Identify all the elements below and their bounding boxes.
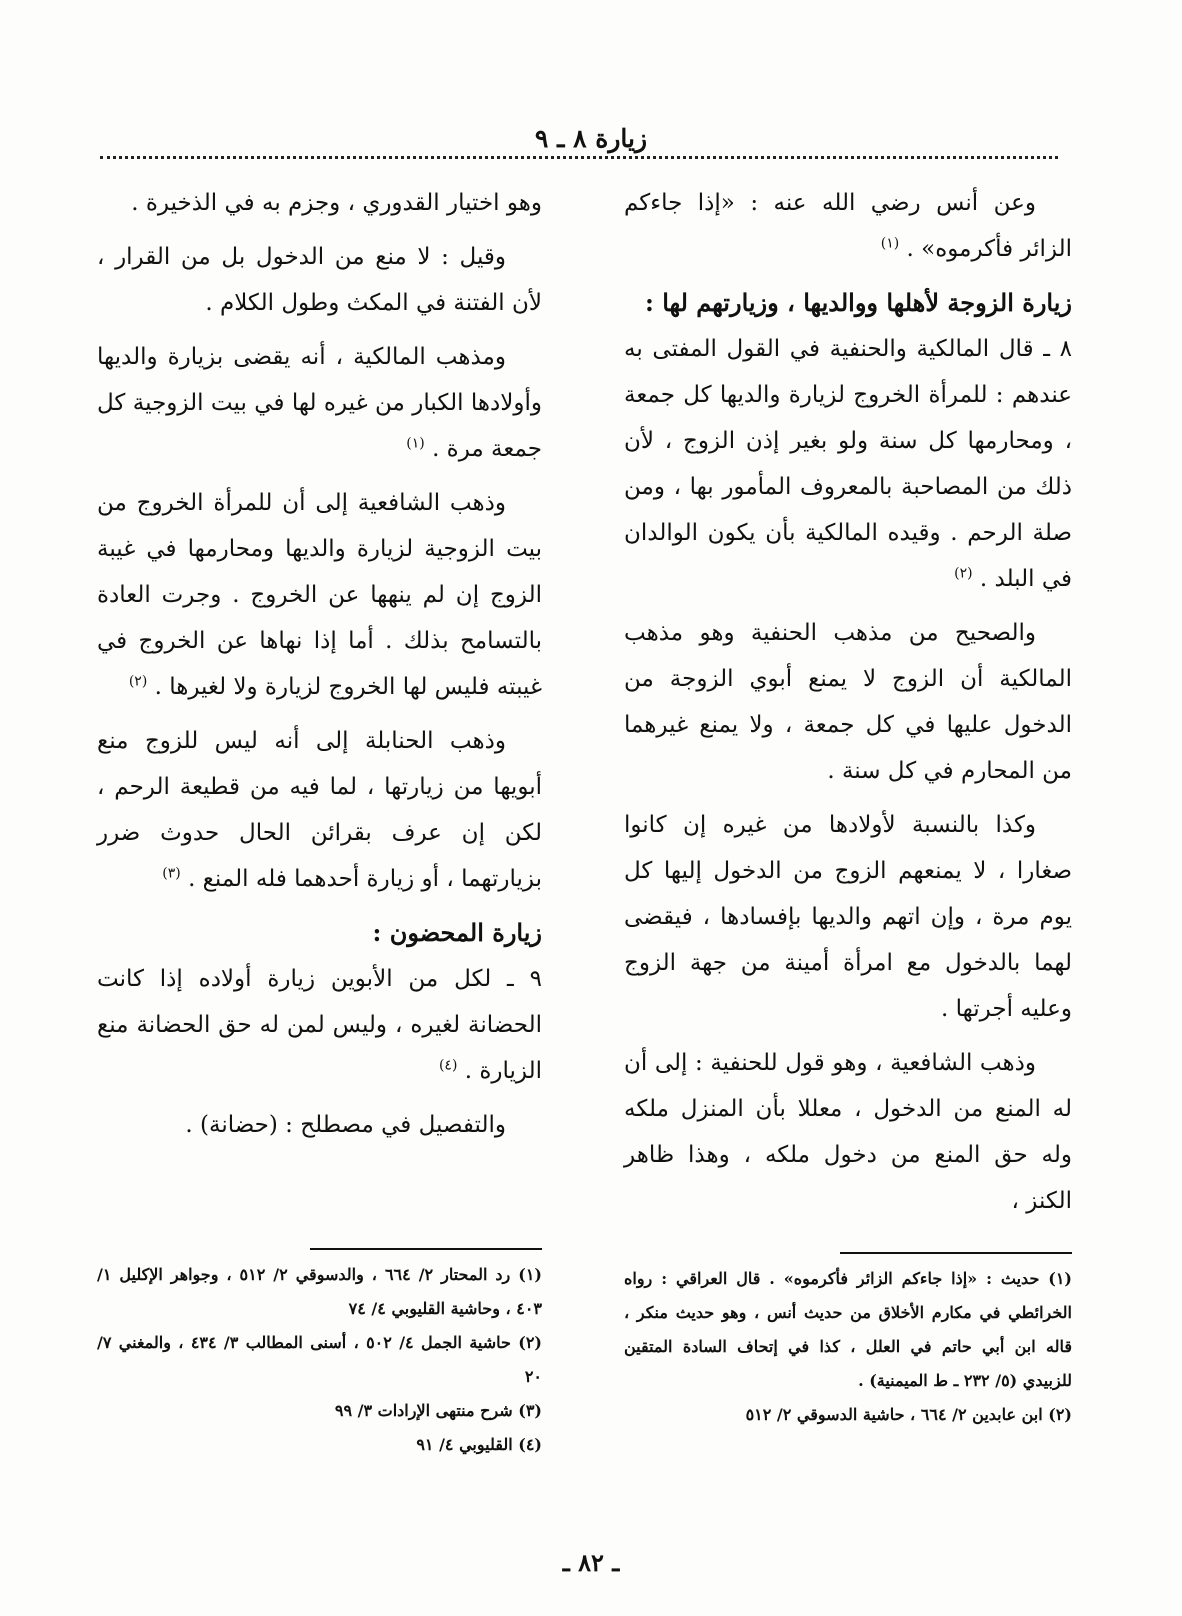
paragraph-text: ٩ ـ لكل من الأبوين زيارة أولاده إذا كانت الحضانة لغيره ، وليس لمن له حق الحضانة منع الزيارة . (97, 966, 542, 1084)
footnote: (١) رد المحتار ٢/ ٦٦٤ ، والدسوقي ٢/ ٥١٢ ، وجواهر الإكليل ١/ ٤٠٣ ، وحاشية القليوبي ٤/ ٧٤ (97, 1265, 542, 1318)
paragraph (624, 326, 1072, 602)
paragraph (97, 956, 542, 1094)
paragraph (97, 1102, 542, 1148)
footnote-marker: (١) (880, 235, 900, 252)
paragraph-text: والتفصيل في مصطلح : (حضانة) . (185, 1112, 506, 1138)
footnote-marker: (٢) (128, 673, 148, 690)
paragraph (97, 718, 542, 902)
footnote-marker: (٣) (162, 865, 181, 882)
paragraph-text: والصحيح من مذهب الحنفية وهو مذهب المالكية أن الزوج لا يمنع أبوي الزوجة من الدخول عليها في كل جمعة ، ولا يمنع غيرهما من المحارم في كل سنة . (624, 620, 1072, 784)
footnote-marker: (٢) (954, 565, 973, 582)
footnote-marker: (٤) (438, 1057, 458, 1074)
paragraph (624, 180, 1072, 272)
paragraph-text: زيارة المحضون : (372, 918, 542, 947)
paragraph-text: وعن أنس رضي الله عنه : «إذا جاءكم الزائر فأكرموه» . (624, 190, 1072, 262)
paragraph (97, 180, 542, 226)
section-heading (624, 280, 1072, 326)
paragraph (624, 610, 1072, 794)
paragraph-text: وذهب الشافعية إلى أن للمرأة الخروج من بيت الزوجية لزيارة والديها ومحارمها في غيبة الزوج إن لم ينهها عن الخروج . وجرت العادة بالتسامح بذلك . أما إذا نهاها عن الخروج في غيبته فليس لها الخروج لزيارة ولا لغيرها . (97, 490, 542, 700)
footnote-marker: (١) (406, 435, 425, 452)
right-text-column (624, 180, 1072, 1232)
footnote: (٣) شرح منتهى الإرادات ٣/ ٩٩ (334, 1401, 542, 1420)
footnote-rule (310, 1248, 542, 1250)
paragraph (624, 1040, 1072, 1224)
paragraph-text: زيارة الزوجة لأهلها ووالديها ، وزيارتهم لها : (645, 288, 1072, 317)
footnote: (١) حديث : «إذا جاءكم الزائر فأكرموه» . قال العراقي : رواه الخرائطي في مكارم الأخلاق من حديث أنس ، وهو حديث منكر ، قاله ابن أبي حاتم في العلل ، كذا في إتحاف السادة المتقين للزبيدي (٥/ ٢٣٢ ـ ط الميمنية) . (624, 1269, 1073, 1390)
left-text-column (97, 180, 542, 1156)
footnote: (٢) ابن عابدين ٢/ ٦٦٤ ، حاشية الدسوقي ٢/ ٥١٢ (745, 1405, 1072, 1424)
paragraph (97, 334, 542, 472)
footnote-rule (840, 1252, 1072, 1254)
paragraph-text: وهو اختيار القدوري ، وجزم به في الذخيرة . (131, 190, 542, 216)
paragraph-text: وقيل : لا منع من الدخول بل من القرار ، لأن الفتنة في المكث وطول الكلام . (97, 244, 542, 316)
paragraph (97, 480, 542, 710)
paragraph-text: وذهب الحنابلة إلى أنه ليس للزوج منع أبويها من زيارتها ، لما فيه من قطيعة الرحم ، لكن إن عرف بقرائن الحال حدوث ضرر بزيارتهما ، أو زيارة أحدهما فله المنع . (97, 728, 542, 892)
section-heading (97, 910, 542, 956)
header-dotted-rule (100, 156, 1058, 159)
right-footnotes (624, 1252, 1072, 1432)
paragraph (624, 802, 1072, 1032)
left-footnotes (97, 1248, 542, 1462)
footnote: (٢) حاشية الجمل ٤/ ٥٠٢ ، أسنى المطالب ٣/ ٤٣٤ ، والمغني ٧/ ٢٠ (97, 1333, 542, 1386)
footnote: (٤) القليوبي ٤/ ٩١ (416, 1435, 542, 1454)
page-number: ـ ٨٢ ـ (562, 1548, 620, 1577)
paragraph-text: وكذا بالنسبة لأولادها من غيره إن كانوا صغارا ، لا يمنعهم الزوج من الدخول إليها كل يوم مرة ، وإن اتهم والديها بإفسادها ، فيقضى لهما بالدخول مع امرأة أمينة من جهة الزوج وعليه أجرتها . (624, 812, 1072, 1022)
paragraph-text: وذهب الشافعية ، وهو قول للحنفية : إلى أن له المنع من الدخول ، معللا بأن المنزل ملكه وله حق المنع من دخول ملكه ، وهذا ظاهر الكنز ، (624, 1050, 1072, 1214)
paragraph-text: ومذهب المالكية ، أنه يقضى بزيارة والديها وأولادها الكبار من غيره لها في بيت الزوجية كل جمعة مرة . (97, 344, 542, 462)
paragraph (97, 234, 542, 326)
running-header: زيارة ٨ ـ ٩ (534, 124, 648, 153)
paragraph-text: ٨ ـ قال المالكية والحنفية في القول المفتى به عندهم : للمرأة الخروج لزيارة والديها كل جمعة ، ومحارمها كل سنة ولو بغير إذن الزوج ، لأن ذلك من المصاحبة بالمعروف المأمور بها ، ومن صلة الرحم . وقيده المالكية بأن يكون الوالدان في البلد . (624, 336, 1072, 592)
